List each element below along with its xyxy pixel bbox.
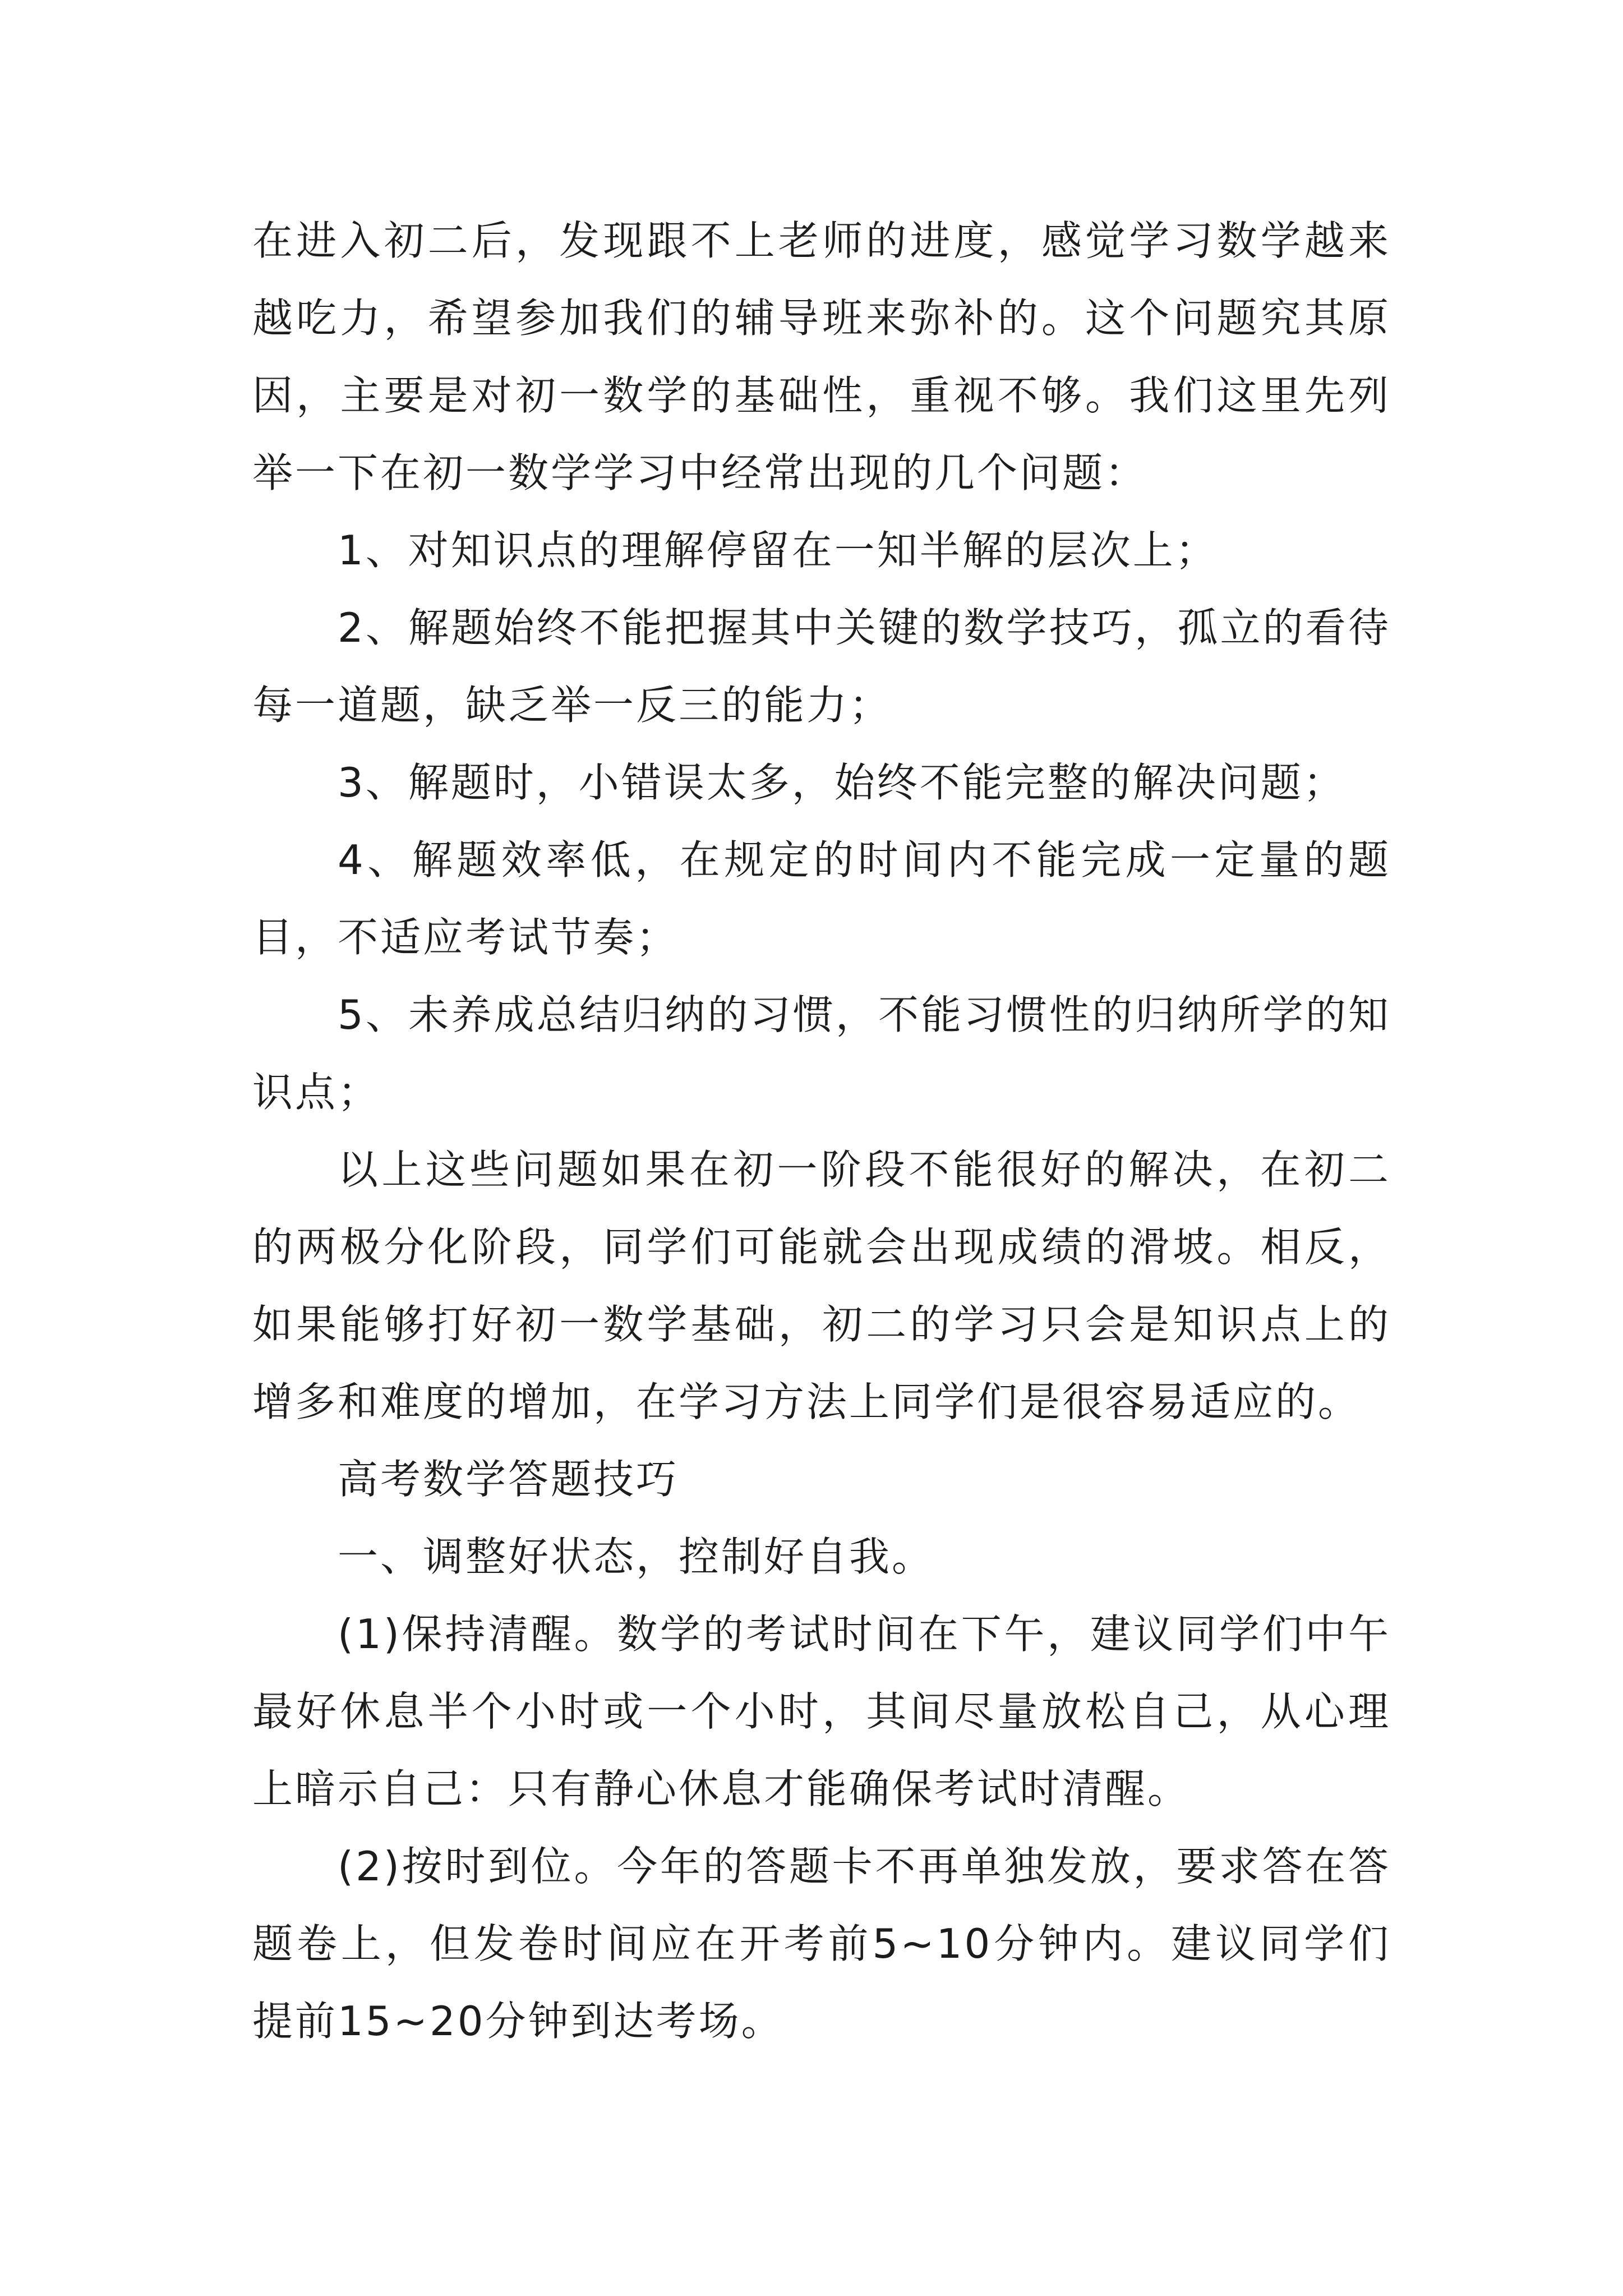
- subsection-heading: 一、调整好状态，控制好自我。: [338, 1533, 935, 1580]
- paragraph-item-1: 1、对知识点的理解停留在一知半解的层次上；: [338, 527, 1218, 574]
- paragraph-item-2: 2、解题始终不能把握其中关键的数学技巧，孤立的看待每一道题，缺乏举一反三的能力；: [252, 604, 1391, 729]
- paragraph-item-3: 3、解题时，小错误太多，始终不能完整的解决问题；: [338, 759, 1346, 806]
- paragraph-tip-2: (2)按时到位。今年的答题卡不再单独发放，要求答在答题卷上，但发卷时间应在开考前5~10分钟内。建议同学们提前15~20分钟到达考场。: [252, 1843, 1391, 2045]
- section-heading: 高考数学答题技巧: [338, 1456, 679, 1503]
- paragraph-item-4: 4、解题效率低，在规定的时间内不能完成一定量的题目，不适应考试节奏；: [252, 836, 1391, 961]
- paragraph-item-5: 5、未养成总结归纳的习惯，不能习惯性的归纳所学的知识点；: [252, 991, 1391, 1116]
- body-text: [252, 202, 1391, 2060]
- paragraph-conclusion: 以上这些问题如果在初一阶段不能很好的解决，在初二的两极分化阶段，同学们可能就会出现成绩的滑坡。相反，如果能够打好初一数学基础，初二的学习只会是知识点上的增多和难度的增加，在学习方法上同学们是很容易适应的。: [252, 1146, 1391, 1425]
- paragraph-intro: 在进入初二后，发现跟不上老师的进度，感觉学习数学越来越吃力，希望参加我们的辅导班来弥补的。这个问题究其原因，主要是对初一数学的基础性，重视不够。我们这里先列举一下在初一数学学习中经常出现的几个问题：: [252, 217, 1391, 496]
- paragraph-tip-1: (1)保持清醒。数学的考试时间在下午，建议同学们中午最好休息半个小时或一个小时，其间尽量放松自己，从心理上暗示自己：只有静心休息才能确保考试时清醒。: [252, 1611, 1391, 1812]
